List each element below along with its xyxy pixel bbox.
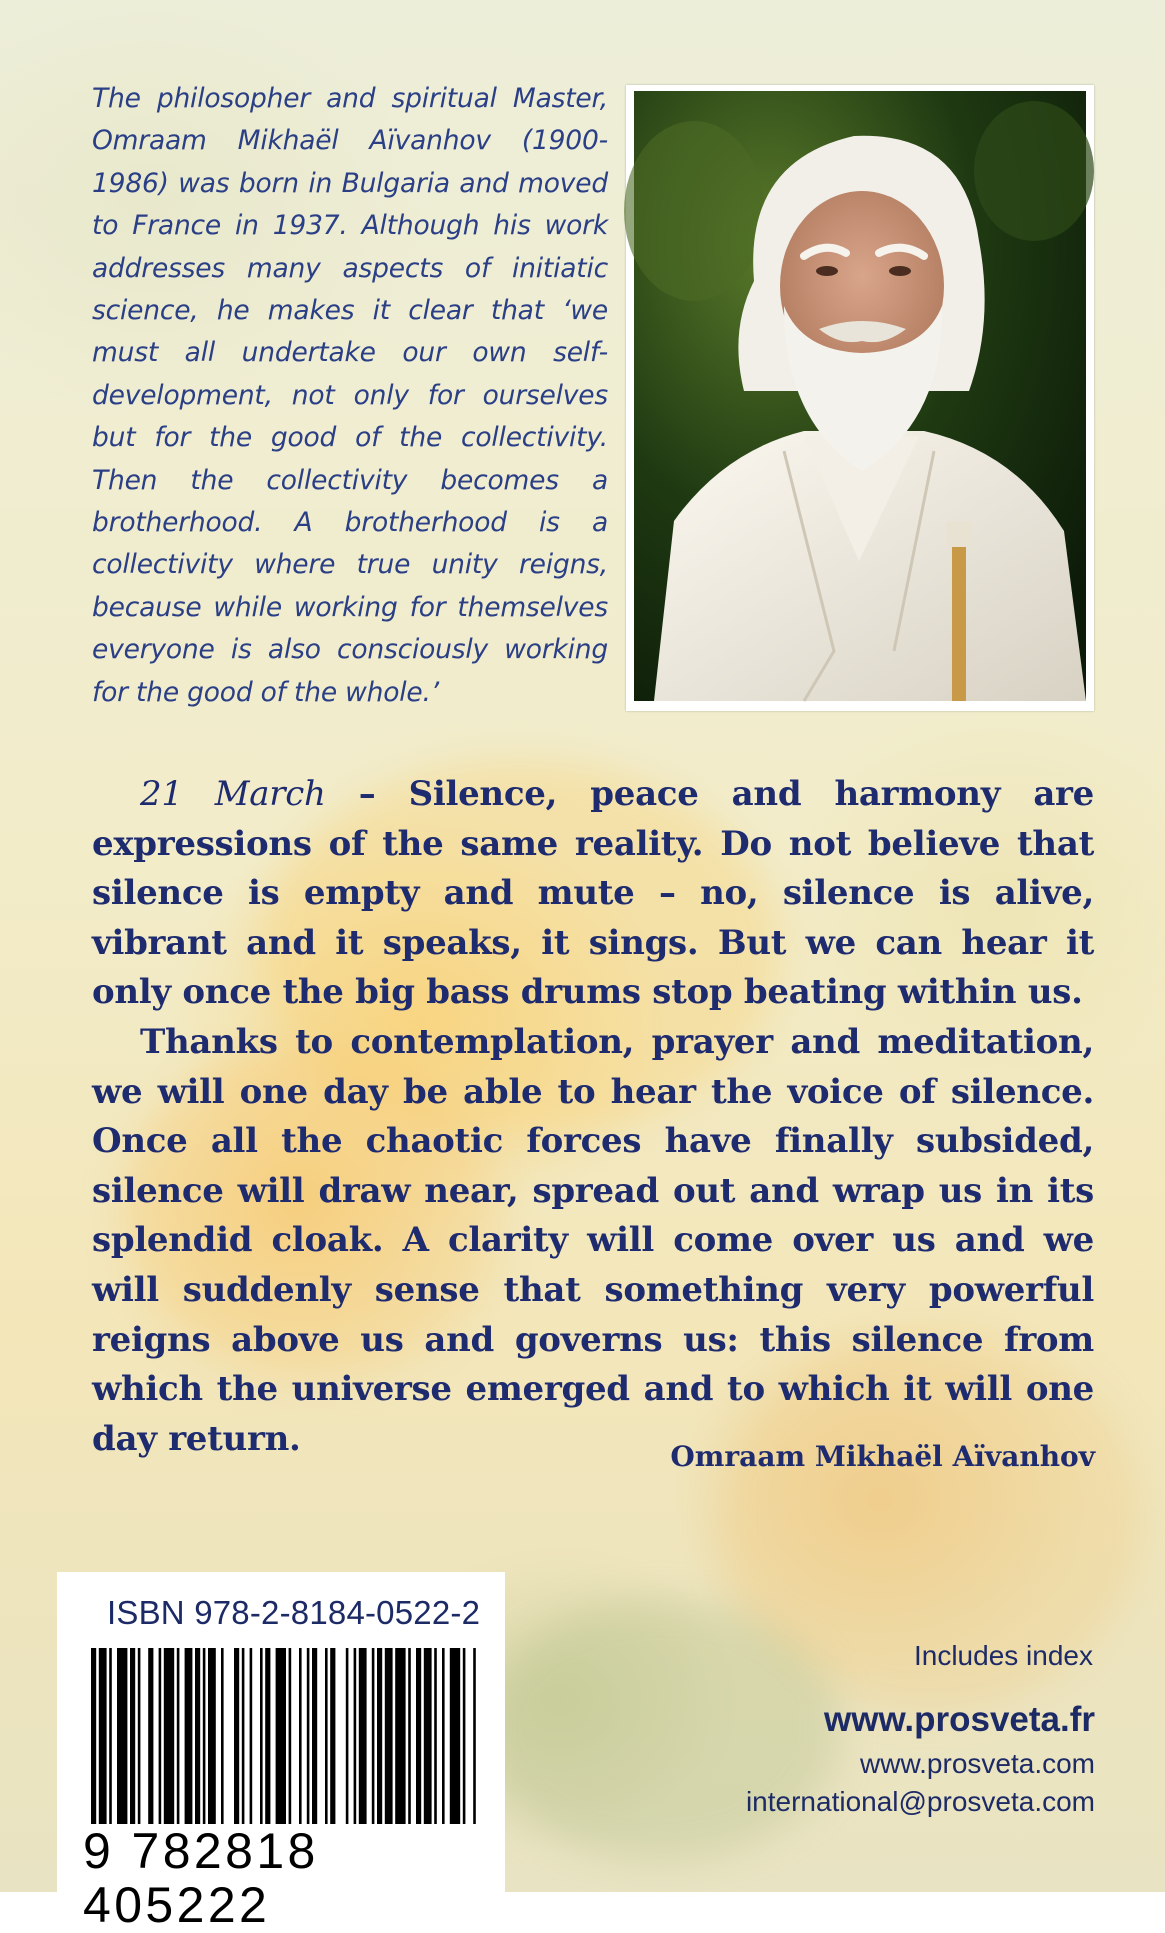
email-link[interactable]: international@prosveta.com <box>745 1786 1095 1817</box>
includes-index-note: Includes index <box>913 1640 1093 1671</box>
quote-paragraph-1-text: Silence, peace and harmony are expressions of the same reality. Do not believe that silence is empty and mute – no, silence is alive, vibrant and it speaks, it sings. But we can hear it only once the big bass drums stop beating within us. <box>92 774 1094 1013</box>
website-main-link[interactable]: www.prosveta.fr <box>824 1700 1095 1739</box>
daily-quote <box>92 770 1094 1464</box>
author-photo-frame <box>626 85 1094 711</box>
quote-date: 21 March <box>140 774 326 814</box>
author-portrait <box>634 91 1086 701</box>
quote-dash: – <box>325 774 409 814</box>
website-alt-link[interactable]: www.prosveta.com <box>860 1748 1095 1779</box>
author-biography: The philosopher and spiritual Master, Omraam Mikhaël Aïvanhov (1900-1986) was born in Bulgaria and moved to France in 1937. Although his work addresses many aspects of initiatic science, he makes it clear that ‘we must all undertake our own self-development, not only for ourselves but for the good of the collectivity. Then the collectivity becomes a brotherhood. A brotherhood is a collectivity where true unity reigns, because while working for themselves everyone is also consciously working for the good of the whole.’ <box>92 83 608 708</box>
background-leaf <box>480 1600 840 1860</box>
isbn-barcode-box <box>57 1572 505 1933</box>
barcode-digits: 9 782818 405222 <box>83 1824 487 1932</box>
quote-paragraph-1 <box>92 770 1094 1018</box>
quote-signature: Omraam Mikhaël Aïvanhov <box>670 1440 1095 1473</box>
quote-paragraph-2: Thanks to contemplation, prayer and meditation, we will one day be able to hear the voice of silence. Once all the chaotic forces have finally subsided, silence will draw near, spread out and wrap us in its splendid cloak. A clarity will come over us and we will suddenly sense that something very powerful reigns above us and governs us: this silence from which the universe emerged and to which it will one day return. <box>92 1021 1094 1459</box>
isbn-label: ISBN 978-2-8184-0522-2 <box>107 1594 481 1631</box>
